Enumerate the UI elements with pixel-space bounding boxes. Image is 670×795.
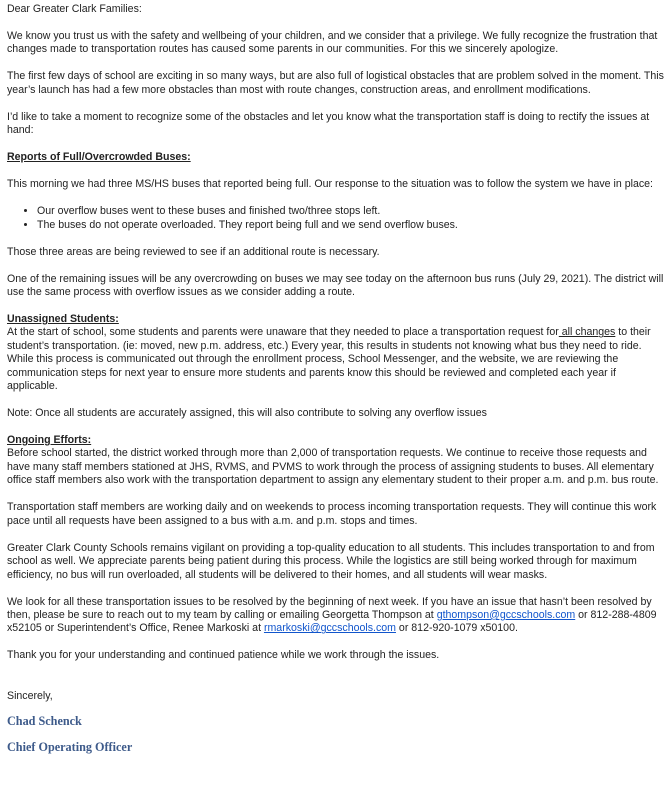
intro-paragraph: We know you trust us with the safety and wellbeing of your children, and we consider that a privilege. We fully recognize the frustration that changes made to transportation routes has caused some parents in our communities. For this we sincerely apologize. bbox=[7, 30, 658, 56]
full-buses-heading: Reports of Full/Overcrowded Buses: bbox=[7, 151, 191, 164]
ongoing-efforts-paragraph: Before school started, the district worked through more than 2,000 of transportation requests. We continue to receive those requests and have many staff members stationed at JHS, RVMS, and PVMS to work through the process of assigning students to buses. All elementary office staff members also work with the transportation department to assign any elementary student to their proper a.m. and p.m. bus route. bbox=[7, 447, 659, 487]
full-buses-list bbox=[7, 205, 664, 232]
staff-paragraph: Transportation staff members are working daily and on weekends to process incoming transportation requests. They will continue this work pace until all requests have been assigned to a bus with a.m. and p.m. stops and times. bbox=[7, 501, 657, 527]
areas-review-paragraph: Those three areas are being reviewed to see if an additional route is necessary. bbox=[7, 245, 380, 258]
ongoing-efforts-heading: Ongoing Efforts: bbox=[7, 434, 92, 447]
list-item: • The buses do not operate overloaded. They report being full and we send overflow buses. bbox=[37, 219, 664, 232]
contact-text-end: or 812-920-1079 x50100. bbox=[395, 622, 518, 635]
obstacles-paragraph: I’d like to take a moment to recognize some of the obstacles and let you know what the transportation staff is doing to rectify the issues at hand: bbox=[7, 110, 650, 137]
full-buses-intro: This morning we had three MS/HS buses that reported being full. Our response to the situation was to follow the system we have in place: bbox=[7, 178, 653, 191]
overflow-note: Note: Once all students are accurately assigned, this will also contribute to solving any overflow issues bbox=[7, 407, 487, 420]
all-changes-underlined: all changes bbox=[558, 326, 616, 339]
signature-name: Chad Schenck bbox=[7, 714, 82, 729]
unassigned-students-heading: Unassigned Students: bbox=[7, 313, 119, 326]
contact-text-start: We look for all these transportation issues to be resolved by the beginning of next week. If you have an issue that hasn’t been resolved by then, please be sure to reach out to my team by calling or emailing Georgetta Thompson at bbox=[7, 595, 652, 621]
unassigned-text-end: to their student’s transportation. (ie: moved, new p.m. address, etc.) Every year, this results in students not knowing what bus they need to ride. While this process is communicated out through the enrollment process, School Messenger, and the website, we are reviewing the communication steps for next year to ensure more students and parents know this should be reviewed and completed each year if applicable. bbox=[7, 326, 651, 393]
vigilant-paragraph: Greater Clark County Schools remains vigilant on providing a top-quality education to all students. This includes transportation to and from school as well. We appreciate parents being patient during this process. While the logistics are still being worked through for maximum efficiency, no bus will run overloaded, all students will be delivered to their homes, and all students will wear masks. bbox=[7, 541, 655, 581]
signature-title: Chief Operating Officer bbox=[7, 739, 133, 754]
contact-text-middle: or 812-288-4809 x52105 or Superintendent’s Office, Renee Markoski at bbox=[7, 608, 657, 635]
email-link-rmarkoski[interactable]: rmarkoski@gccschools.com bbox=[263, 622, 396, 635]
greeting: Dear Greater Clark Families: bbox=[7, 3, 142, 15]
contact-paragraph bbox=[7, 596, 664, 636]
email-link-gthompson[interactable]: gthompson@gccschools.com bbox=[436, 608, 576, 621]
unassigned-students-paragraph bbox=[7, 326, 664, 393]
afternoon-runs-paragraph: One of the remaining issues will be any overcrowding on buses we may see today on the afternoon bus runs (July 29, 2021). The district will use the same process with overflow issues as we consider adding a route. bbox=[7, 272, 664, 299]
thanks-paragraph: Thank you for your understanding and continued patience while we work through the issues. bbox=[7, 649, 440, 662]
first-days-paragraph: The first few days of school are exciting in so many ways, but are also full of logistical obstacles that are problem solved in the moment. This year’s launch has had a few more obstacles than most with route changes, construction areas, and enrollment modifications. bbox=[7, 70, 664, 96]
list-item: • Our overflow buses went to these buses and finished two/three stops left. bbox=[37, 205, 664, 218]
closing: Sincerely, bbox=[7, 689, 53, 702]
unassigned-text-start: At the start of school, some students and parents were unaware that they needed to place a transportation request for bbox=[7, 326, 559, 339]
